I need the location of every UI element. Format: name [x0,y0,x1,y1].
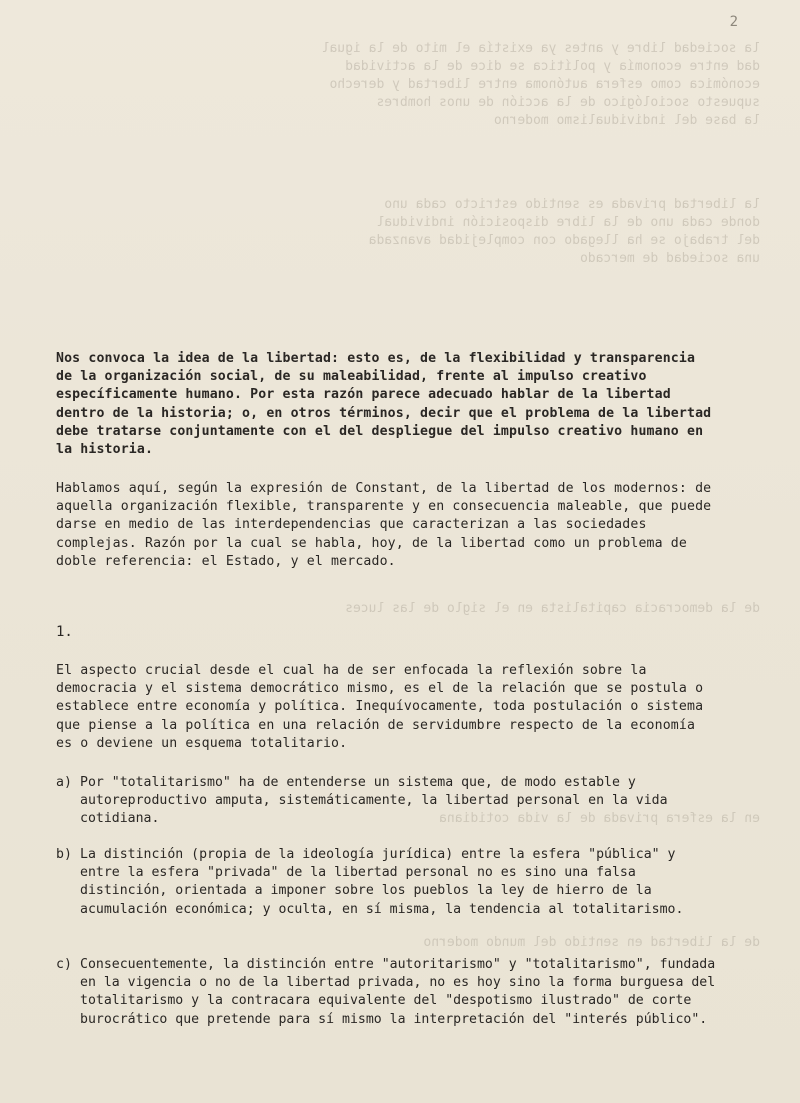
section-number: 1. [56,624,73,640]
list-item-text: Consecuentemente, la distinción entre "autoritarismo" y "totalitarismo", fundada en la vigencia o no de la libertad privada, no es hoy sino la forma burguesa del totalitarismo y la contracara equivalente del "despotismo ilustrado" de corte burocrático que pretende para sí mismo la interpretación del "interés público". [80,957,716,1027]
list-item [56,956,716,1029]
paragraph-constant: Hablamos aquí, según la expresión de Constant, de la libertad de los modernos: de aquella organización flexible, transparente y en consecuencia maleable, que puede darse en medio de las interdependencias que caracterizan a las sociedades complejas. Razón por la cual se habla, hoy, de la libertad como un problema de doble referencia: el Estado, y el mercado. [56,481,712,569]
bleed-through-text: de la libertad en sentido del mundo moderno [423,935,760,950]
bleed-through-text: la libertad privada es sentido estricto cada uno donde cada uno de la libre disposición individual del trabajo se ha llegado con complejidad avanzada una sociedad de mercado [368,197,760,266]
page-number: 2 [729,14,738,30]
bleed-through-text: la sociedad libre y antes ya existía el mito de la igual dad entre economía y política se dice de la actividad económica como esfera autónoma entre libertad y derecho supuesto sociológico de la acción de unos hombres la base del individualismo moderno [321,41,760,128]
list-item-text: La distinción (propia de la ideología jurídica) entre la esfera "pública" y entre la esfera "privada" de la libertad personal no es sino una falsa distinción, orientada a imponer sobre los pueblos la ley de hierro de la acumulación económica; y oculta, en sí misma, la tendencia al totalitarismo. [80,847,684,917]
list-item [56,846,716,919]
list-marker: a) [56,775,72,790]
list-item-text: Por "totalitarismo" ha de entenderse un sistema que, de modo estable y autoreproductivo amputa, sistemáticamente, la libertad personal en la vida cotidiana. [80,775,668,827]
list-marker: b) [56,847,72,862]
bleed-through-text: de la democracia capitalista en el siglo de las luces [345,601,760,616]
paragraph-libertad: Nos convoca la idea de la libertad: esto es, de la flexibilidad y transparencia de la organización social, de su maleabilidad, frente al impulso creativo específicamente humano. Por esta razón parece adecuado hablar de la libertad dentro de la historia; o, en otros términos, decir que el problema de la libertad debe tratarse conjuntamente con el del despliegue del impulso creativo humano en la historia. [56,351,712,458]
paragraph-economia-politica: El aspecto crucial desde el cual ha de ser enfocada la reflexión sobre la democracia y el sistema democrático mismo, es el de la relación que se postula o establece entre economía y política. Inequívocamente, toda postulación o sistema que piense a la política en una relación de servidumbre respecto de la economía es o deviene un esquema totalitario. [56,663,704,751]
bleed-through-text: en la esfera privada de la vida cotidiana [439,811,760,826]
list-item [56,774,716,829]
list-marker: c) [56,957,72,972]
